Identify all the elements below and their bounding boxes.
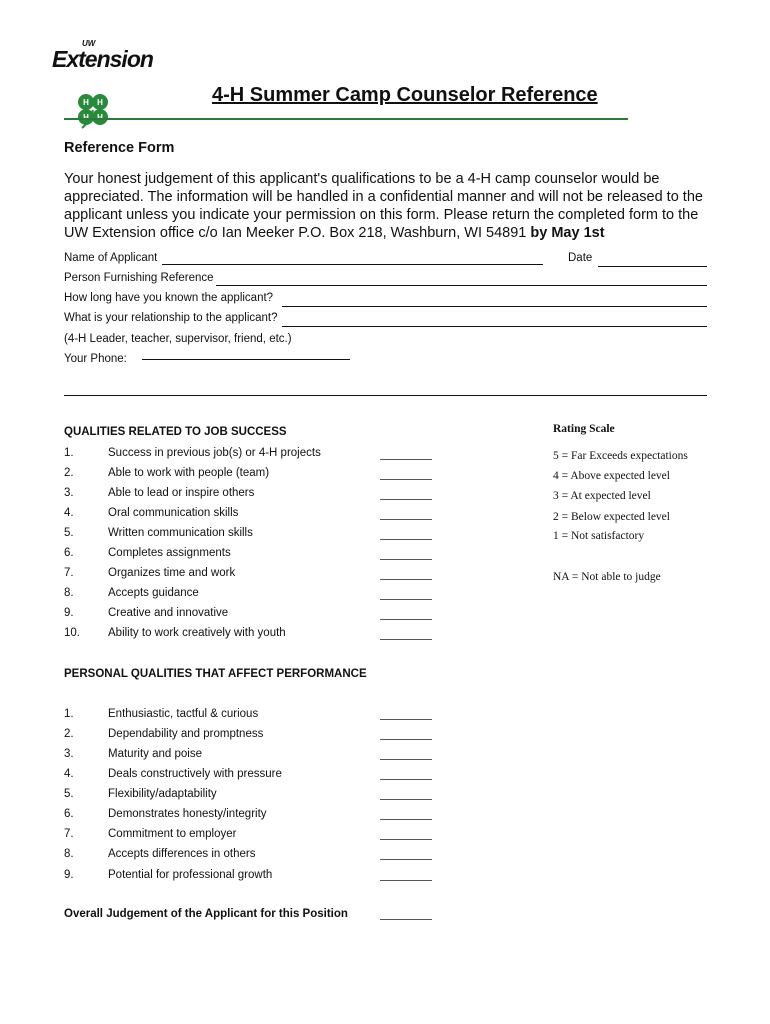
- job-item-rating-field[interactable]: [380, 519, 432, 520]
- personal-item-text: Demonstrates honesty/integrity: [108, 808, 267, 820]
- rating-scale-item: 4 = Above expected level: [553, 470, 670, 482]
- job-item-rating-field[interactable]: [380, 459, 432, 460]
- form-heading: Reference Form: [64, 140, 175, 156]
- relationship-label: What is your relationship to the applicant?: [64, 312, 278, 324]
- known-label: How long have you known the applicant?: [64, 292, 274, 304]
- rating-scale-item: 2 = Below expected level: [553, 511, 670, 523]
- personal-item-text: Maturity and poise: [108, 748, 202, 760]
- job-item-rating-field[interactable]: [380, 619, 432, 620]
- job-item-number: 7.: [64, 567, 74, 579]
- job-item-text: Able to lead or inspire others: [108, 487, 255, 499]
- job-item-number: 6.: [64, 547, 74, 559]
- job-success-heading: QUALITIES RELATED TO JOB SUCCESS: [64, 426, 287, 438]
- section-divider: [64, 395, 707, 396]
- person-field[interactable]: [216, 285, 707, 286]
- rating-scale-heading: Rating Scale: [553, 423, 615, 435]
- personal-item-rating-field[interactable]: [380, 759, 432, 760]
- svg-text:H: H: [83, 98, 89, 107]
- personal-item-text: Enthusiastic, tactful & curious: [108, 708, 259, 720]
- personal-item-rating-field[interactable]: [380, 819, 432, 820]
- job-item-rating-field[interactable]: [380, 539, 432, 540]
- job-item-number: 9.: [64, 607, 74, 619]
- job-item-rating-field[interactable]: [380, 559, 432, 560]
- personal-item-text: Accepts differences in others: [108, 848, 256, 860]
- job-item-rating-field[interactable]: [380, 499, 432, 500]
- job-item-text: Organizes time and work: [108, 567, 236, 579]
- date-field[interactable]: [598, 266, 707, 267]
- rating-scale-item: 3 = At expected level: [553, 490, 651, 502]
- job-item-number: 3.: [64, 487, 74, 499]
- personal-item-number: 7.: [64, 828, 74, 840]
- personal-item-rating-field[interactable]: [380, 880, 432, 881]
- phone-label: Your Phone:: [64, 353, 127, 365]
- intro-paragraph: [64, 170, 724, 242]
- job-item-number: 5.: [64, 527, 74, 539]
- personal-item-text: Dependability and promptness: [108, 728, 264, 740]
- personal-item-text: Deals constructively with pressure: [108, 768, 282, 780]
- job-item-number: 1.: [64, 447, 74, 459]
- intro-text: Your honest judgement of this applicant's qualifications to be a 4-H camp counselor would be appreciated. The information will be handled in a confidential manner and will not be released to the applicant unless you indicate your permission on this form. Please return the completed form to the UW Extension office c/o Ian Meeker P.O. Box 218, Washburn, WI 54891: [64, 171, 703, 241]
- personal-item-rating-field[interactable]: [380, 739, 432, 740]
- personal-item-rating-field[interactable]: [380, 799, 432, 800]
- job-item-rating-field[interactable]: [380, 579, 432, 580]
- svg-text:H: H: [97, 98, 103, 107]
- job-item-number: 10.: [64, 627, 80, 639]
- phone-field[interactable]: [142, 359, 350, 360]
- personal-item-rating-field[interactable]: [380, 859, 432, 860]
- overall-rating-field[interactable]: [380, 919, 432, 920]
- personal-item-text: Flexibility/adaptability: [108, 788, 217, 800]
- person-label: Person Furnishing Reference: [64, 272, 214, 284]
- job-item-number: 4.: [64, 507, 74, 519]
- job-item-text: Accepts guidance: [108, 587, 199, 599]
- job-item-rating-field[interactable]: [380, 479, 432, 480]
- job-item-number: 8.: [64, 587, 74, 599]
- known-field[interactable]: [282, 306, 707, 307]
- name-field[interactable]: [162, 264, 543, 265]
- job-item-text: Written communication skills: [108, 527, 253, 539]
- personal-item-rating-field[interactable]: [380, 719, 432, 720]
- relationship-hint: (4-H Leader, teacher, supervisor, friend, etc.): [64, 333, 292, 345]
- job-item-text: Oral communication skills: [108, 507, 239, 519]
- personal-item-number: 4.: [64, 768, 74, 780]
- rating-scale-na: NA = Not able to judge: [553, 571, 661, 583]
- personal-item-text: Potential for professional growth: [108, 869, 273, 881]
- personal-item-number: 8.: [64, 848, 74, 860]
- page-title: 4-H Summer Camp Counselor Reference: [212, 84, 598, 106]
- job-item-rating-field[interactable]: [380, 639, 432, 640]
- personal-item-number: 2.: [64, 728, 74, 740]
- personal-item-number: 9.: [64, 869, 74, 881]
- job-item-text: Creative and innovative: [108, 607, 229, 619]
- deadline-text: by May 1st: [530, 225, 605, 241]
- relationship-field[interactable]: [282, 326, 707, 327]
- job-item-text: Ability to work creatively with youth: [108, 627, 286, 639]
- personal-item-number: 5.: [64, 788, 74, 800]
- job-item-number: 2.: [64, 467, 74, 479]
- personal-item-rating-field[interactable]: [380, 839, 432, 840]
- job-item-text: Completes assignments: [108, 547, 231, 559]
- overall-label: Overall Judgement of the Applicant for this Position: [64, 908, 348, 920]
- job-item-text: Success in previous job(s) or 4-H projects: [108, 447, 321, 459]
- logo-uw-text: UW: [82, 39, 96, 48]
- four-leaf-clover-icon: [70, 90, 116, 130]
- title-divider: [64, 118, 628, 120]
- personal-heading: PERSONAL QUALITIES THAT AFFECT PERFORMANCE: [64, 668, 367, 680]
- personal-item-number: 1.: [64, 708, 74, 720]
- personal-item-rating-field[interactable]: [380, 779, 432, 780]
- logo-extension-text: Extension: [52, 46, 153, 72]
- personal-item-number: 3.: [64, 748, 74, 760]
- personal-item-text: Commitment to employer: [108, 828, 237, 840]
- job-item-text: Able to work with people (team): [108, 467, 270, 479]
- rating-scale-item: 1 = Not satisfactory: [553, 530, 645, 542]
- name-label: Name of Applicant: [64, 252, 158, 264]
- personal-item-number: 6.: [64, 808, 74, 820]
- job-item-rating-field[interactable]: [380, 599, 432, 600]
- rating-scale-item: 5 = Far Exceeds expectations: [553, 450, 688, 462]
- date-label: Date: [568, 252, 593, 264]
